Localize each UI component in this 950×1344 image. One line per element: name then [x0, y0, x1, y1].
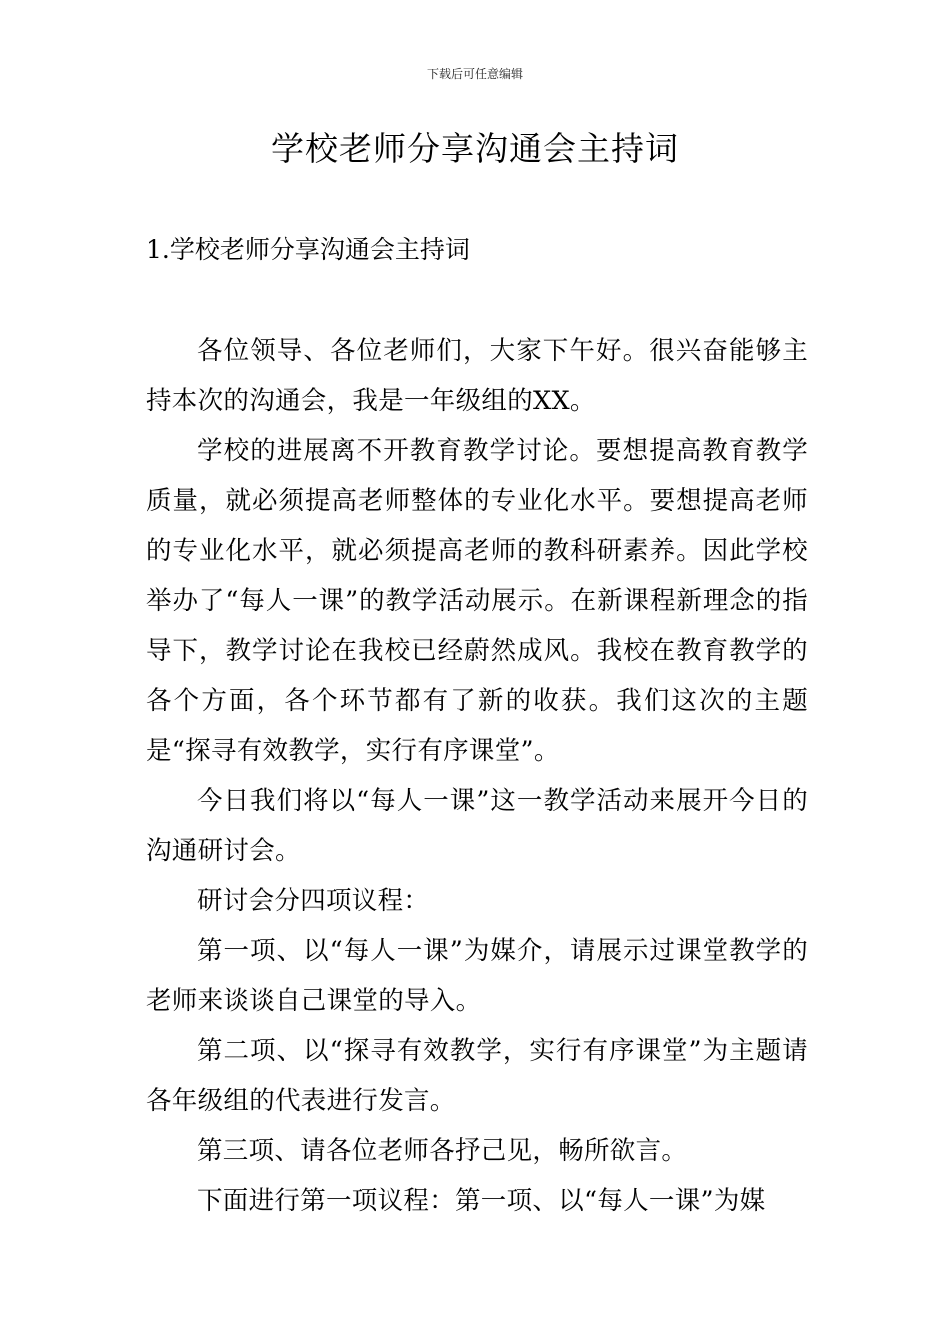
section-heading: 1.学校老师分享沟通会主持词	[146, 235, 470, 264]
document-body	[146, 326, 808, 1226]
paragraph-first-item-start: 下面进行第一项议程：第一项、以“每人一课”为媒	[197, 1186, 766, 1216]
document-title: 学校老师分享沟通会主持词	[271, 129, 679, 168]
paragraph-agenda-item-1: 第一项、以“每人一课”为媒介，请展示过课堂教学的老师来谈谈自己课堂的导入。	[146, 936, 808, 1016]
paragraph-agenda-item-3: 第三项、请各位老师各抒己见，畅所欲言。	[197, 1136, 688, 1166]
header-note: 下载后可任意编辑	[426, 67, 523, 81]
paragraph-background: 学校的进展离不开教育教学讨论。要想提高教育教学质量，就必须提高老师整体的专业化水平。要想提高老师的专业化水平，就必须提高老师的教科研素养。因此学校举办了“每人一课”的教学活动展示。在新课程新理念的指导下，教学讨论在我校已经蔚然成风。我校在教育教学的各个方面，各个环节都有了新的收获。我们这次的主题是“探寻有效教学，实行有序课堂”。	[146, 436, 808, 766]
paragraph-agenda-intro: 研讨会分四项议程：	[197, 886, 430, 916]
paragraph-greeting: 各位领导、各位老师们，大家下午好。很兴奋能够主持本次的沟通会，我是一年级组的XX。	[146, 336, 808, 416]
paragraph-agenda-item-2: 第二项、以“探寻有效教学，实行有序课堂”为主题请各年级组的代表进行发言。	[146, 1036, 808, 1116]
paragraph-today: 今日我们将以“每人一课”这一教学活动来展开今日的沟通研讨会。	[146, 786, 808, 866]
